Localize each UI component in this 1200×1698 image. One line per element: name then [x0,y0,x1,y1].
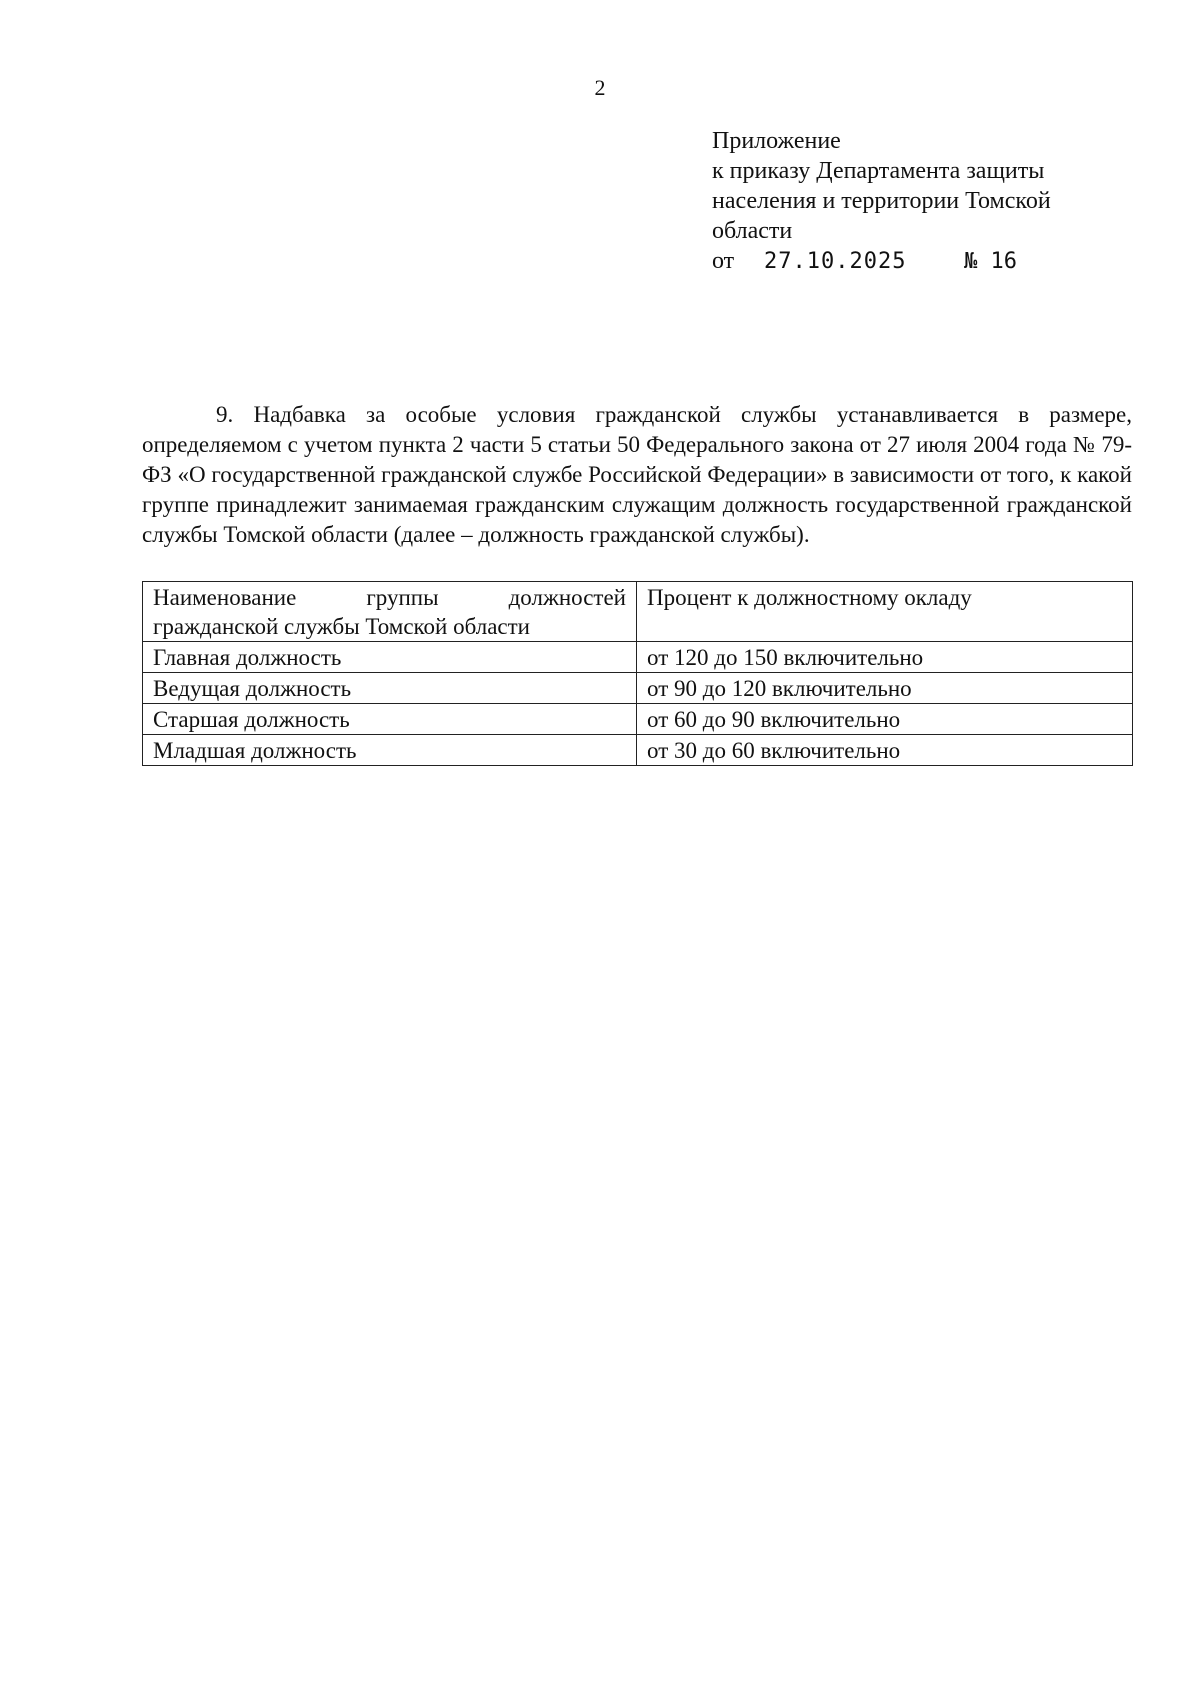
appendix-line: к приказу Департамента защиты [712,158,1045,184]
order-number: № 16 [964,249,1017,274]
header-group-name-line2: гражданской службы Томской области [153,614,530,639]
table-row [143,704,1133,735]
cell-percent: от 60 до 90 включительно [637,704,1133,735]
cell-group: Старшая должность [143,704,637,735]
header-word: Наименование [153,585,297,610]
table-row [143,673,1133,704]
header-word: группы [366,585,439,610]
cell-percent: от 30 до 60 включительно [637,735,1133,766]
header-word: должностей [508,585,626,610]
paragraph-9: 9. Надбавка за особые условия гражданской службы устанавливается в размере, определяемом с учетом пункта 2 части 5 статьи 50 Федерального закона от 27 июля 2004 года № 79-ФЗ «О государственной гражданской службе Российской Федерации» в зависимости от того, к какой группе принадлежит занимаемая гражданским служащим должность государственной гражданской службы Томской области (далее – должность гражданской службы). [142,402,1132,547]
appendix-line: Приложение [712,128,841,154]
header-group-name-line1 [153,583,626,612]
header-group-name [143,582,637,642]
appendix-block [712,126,1132,277]
table-row [143,735,1133,766]
cell-group: Ведущая должность [143,673,637,704]
order-date-number-line [712,246,1132,277]
table-row [143,642,1133,673]
page-number: 2 [594,75,606,100]
cell-group: Младшая должность [143,735,637,766]
cell-group: Главная должность [143,642,637,673]
table-header-row [143,582,1133,642]
appendix-line: населения и территории Томской [712,188,1051,214]
order-prefix: от [712,248,735,274]
header-percent: Процент к должностному окладу [637,582,1133,642]
appendix-line: области [712,218,793,244]
allowance-table [142,581,1133,766]
cell-percent: от 120 до 150 включительно [637,642,1133,673]
cell-percent: от 90 до 120 включительно [637,673,1133,704]
order-date: 27.10.2025 [764,249,907,274]
